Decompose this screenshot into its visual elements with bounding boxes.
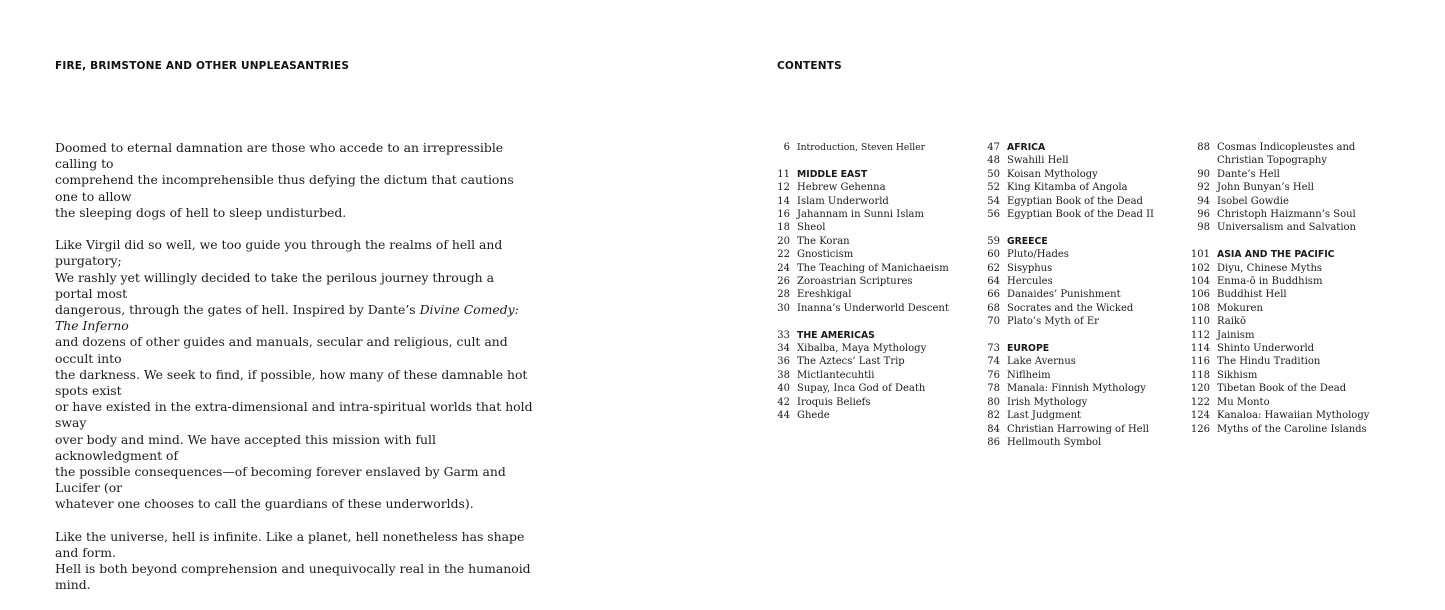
toc-entry-title: Buddhist Hell (1217, 289, 1287, 301)
toc-entry (769, 195, 969, 208)
toc-entry-title: Egyptian Book of the Dead II (1007, 209, 1155, 221)
toc-entry-title: The Koran (797, 235, 850, 247)
toc-entry-title: Ghede (797, 410, 830, 422)
toc-entry-title: Christian Harrowing of Hell (1007, 423, 1149, 435)
toc-column-1 (769, 141, 969, 423)
toc-entry-title: Xibalba, Maya Mythology (797, 343, 927, 355)
toc-entry (979, 315, 1179, 328)
toc-entry (979, 423, 1179, 436)
toc-page-number: 50 (987, 168, 1000, 180)
toc-entry-title: THE AMERICAS (797, 329, 875, 341)
toc-entry-title: Diyu, Chinese Myths (1217, 262, 1323, 274)
toc-page-number: 78 (987, 383, 1000, 395)
toc-entry-title: Jahannam in Sunni Islam (797, 209, 924, 221)
toc-entry (769, 221, 969, 234)
toc-page-number: 82 (987, 410, 1000, 422)
toc-entry-title: Hellmouth Symbol (1007, 436, 1102, 448)
toc-page-number: 126 (1190, 423, 1210, 435)
toc-page-number: 108 (1190, 302, 1210, 314)
toc-page-number: 38 (777, 369, 790, 381)
toc-page-number: 112 (1190, 329, 1210, 341)
toc-entry (769, 288, 969, 301)
toc-section-heading (979, 141, 1179, 154)
toc-entry (769, 355, 969, 368)
toc-entry (1189, 382, 1389, 395)
toc-page-number: 94 (1197, 195, 1210, 207)
toc-entry-title: Cosmas Indicopleustes and (1217, 142, 1356, 153)
toc-spacer (979, 329, 1179, 342)
toc-entry-title: Plato’s Myth of Er (1007, 316, 1099, 328)
toc-entry-title: Lake Avernus (1007, 356, 1076, 368)
toc-section-heading (979, 342, 1179, 355)
toc-entry (769, 235, 969, 248)
toc-page-number: 118 (1190, 369, 1210, 381)
toc-page-number: 86 (987, 436, 1000, 448)
toc-page-number: 59 (987, 235, 1000, 247)
toc-entry-title: Swahili Hell (1007, 155, 1069, 167)
toc-page-number: 26 (777, 276, 790, 288)
toc-entry (1189, 355, 1389, 368)
toc-entry (769, 396, 969, 409)
toc-entry (979, 168, 1179, 181)
toc-entry-title: Zoroastrian Scriptures (797, 276, 913, 288)
book-title-italic: Divine Comedy: The Inferno (55, 302, 519, 334)
paragraph-text: Like Virgil did so well, we too guide you through the realms of hell and purgatory; We rashly yet willingly decided to take the perilous journey through a portal most dangerous, through the gates of hell. Inspired by Dante’s (55, 237, 503, 318)
toc-entry-title: Egyptian Book of the Dead (1007, 195, 1143, 207)
toc-page-number: 54 (987, 195, 1000, 207)
toc-page-number: 24 (777, 262, 790, 274)
toc-page-number: 47 (987, 142, 1000, 153)
toc-entry (979, 262, 1179, 275)
toc-entry (979, 302, 1179, 315)
toc-entry (1189, 288, 1389, 301)
toc-entry-title: Gnosticism (797, 249, 854, 261)
essay-paragraph-1: Doomed to eternal damnation are those who accede to an irrepressible calling to comprehend the incomprehensible thus defying the dictum that cautions one to allow the sleeping dogs of hell to sleep undisturbed. (55, 140, 514, 220)
toc-entry-title: King Kitamba of Angola (1007, 182, 1128, 194)
toc-section-heading (769, 168, 969, 181)
toc-entry (769, 141, 969, 154)
essay-text (55, 140, 535, 610)
toc-spacer (979, 221, 1179, 234)
toc-entry-title: EUROPE (1007, 343, 1050, 355)
toc-entry-title: Raikō (1217, 316, 1246, 328)
toc-entry-title: John Bunyan’s Hell (1217, 182, 1314, 194)
toc-entry-title: Christian Topography (1217, 155, 1327, 167)
toc-entry-title: Inanna’s Underworld Descent (797, 302, 949, 314)
toc-page-number: 116 (1190, 356, 1210, 368)
toc-page-number: 28 (777, 289, 790, 301)
toc-page-number: 30 (777, 302, 790, 314)
toc-entry (979, 369, 1179, 382)
toc-spacer (769, 154, 969, 167)
toc-entry-title: AFRICA (1007, 142, 1046, 153)
toc-spacer (769, 315, 969, 328)
toc-page-number: 60 (987, 249, 1000, 261)
toc-page-number: 34 (777, 343, 790, 355)
toc-entry-title: Islam Underworld (797, 195, 889, 207)
toc-entry-title: Mictlantecuhtli (797, 369, 875, 381)
toc-entry-title: The Aztecs’ Last Trip (797, 356, 905, 368)
toc-entry-title: Socrates and the Wicked (1007, 302, 1134, 314)
toc-page-number: 68 (987, 302, 1000, 314)
toc-page-number: 96 (1197, 209, 1210, 221)
toc-page-number: 62 (987, 262, 1000, 274)
toc-page-number: 124 (1190, 410, 1210, 422)
toc-entry (1189, 168, 1389, 181)
toc-entry-title: Sikhism (1217, 369, 1258, 381)
toc-entry (979, 355, 1179, 368)
toc-section-heading (1189, 248, 1389, 261)
toc-page-number: 33 (777, 329, 790, 341)
toc-entry (769, 342, 969, 355)
toc-entry (1189, 315, 1389, 328)
right-page (722, 0, 1445, 506)
toc-entry-title: Pluto/Hades (1007, 249, 1069, 261)
toc-entry (769, 208, 969, 221)
toc-entry-title: Danaides’ Punishment (1007, 289, 1121, 301)
toc-page-number: 106 (1190, 289, 1210, 301)
toc-entry (769, 248, 969, 261)
toc-page-number: 56 (987, 209, 1000, 221)
toc-page-number: 102 (1190, 262, 1210, 274)
toc-entry-title: Jainism (1217, 329, 1255, 341)
toc-entry (979, 436, 1179, 449)
toc-entry (979, 275, 1179, 288)
toc-column-3 (1189, 141, 1389, 436)
toc-entry (979, 396, 1179, 409)
toc-page-number: 92 (1197, 182, 1210, 194)
toc-page-number: 64 (987, 276, 1000, 288)
toc-page-number: 40 (777, 383, 790, 395)
toc-entry (979, 208, 1179, 221)
toc-entry-title: Koisan Mythology (1007, 168, 1098, 180)
toc-page-number: 36 (777, 356, 790, 368)
essay-paragraph-3: Like the universe, hell is infinite. Like a planet, hell nonetheless has shape and form. Hell is both beyond comprehension and unequivocally real in the humanoid mind. (55, 528, 531, 593)
toc-entry-title: Manala: Finnish Mythology (1007, 383, 1146, 395)
toc-entry (1189, 275, 1389, 288)
toc-entry (979, 288, 1179, 301)
toc-entry (769, 382, 969, 395)
toc-entry (769, 302, 969, 315)
toc-entry (979, 382, 1179, 395)
toc-entry-title: MIDDLE EAST (797, 168, 868, 180)
toc-entry (1189, 221, 1389, 234)
toc-page-number: 101 (1190, 249, 1210, 261)
paragraph-text: and dozens of other guides and manuals, secular and religious, cult and occult into the darkness. We seek to find, if possible, how many of these damnable hot spots exist or have existed in the extra-dimensional and intra-spiritual worlds that hold sway over body and mind. We have accepted this mission with full acknowledgment of the possible consequences—of becoming forever enslaved by Garm and Lucifer (or whatever one chooses to call the guardians of these underworlds). (55, 334, 533, 512)
toc-entry (1189, 141, 1389, 154)
toc-entry-title: Last Judgment (1007, 410, 1082, 422)
toc-section-heading (979, 235, 1179, 248)
toc-page-number: 98 (1197, 222, 1210, 234)
toc-page-number: 90 (1197, 168, 1210, 180)
toc-entry (1189, 423, 1389, 436)
toc-entry-title: Irish Mythology (1007, 396, 1088, 408)
toc-entry (1189, 181, 1389, 194)
toc-page-number: 44 (777, 410, 790, 422)
left-page (0, 0, 722, 593)
toc-entry-title: Shinto Underworld (1217, 343, 1315, 355)
toc-entry-title: Supay, Inca God of Death (797, 383, 926, 395)
toc-page-number: 104 (1190, 276, 1210, 288)
toc-page-number: 16 (777, 209, 790, 221)
toc-page-number: 120 (1190, 383, 1210, 395)
toc-entry-title: Introduction, Steven Heller (797, 142, 926, 153)
toc-entry-title: Myths of the Caroline Islands (1217, 423, 1367, 435)
toc-entry-title: ASIA AND THE PACIFIC (1217, 249, 1335, 261)
toc-entry (979, 195, 1179, 208)
toc-page-number: 73 (987, 343, 1000, 355)
toc-entry (1189, 342, 1389, 355)
toc-page-number: 22 (777, 249, 790, 261)
toc-entry-title: Dante’s Hell (1217, 168, 1280, 180)
toc-entry (979, 409, 1179, 422)
toc-section-heading (769, 329, 969, 342)
toc-entry-title: Niflheim (1007, 369, 1051, 381)
toc-entry (979, 154, 1179, 167)
toc-entry-title: Isobel Gowdie (1217, 195, 1289, 207)
toc-page-number: 12 (777, 182, 790, 194)
toc-page-number: 11 (777, 168, 790, 180)
toc-page-number: 42 (777, 396, 790, 408)
toc-entry-title: The Hindu Tradition (1217, 356, 1321, 368)
toc-entry (1189, 409, 1389, 422)
toc-entry (769, 409, 969, 422)
running-head-left: FIRE, BRIMSTONE AND OTHER UNPLEASANTRIES (55, 60, 350, 72)
toc-entry (979, 181, 1179, 194)
toc-column-2 (979, 141, 1179, 449)
toc-entry (1189, 208, 1389, 221)
toc-entry (769, 369, 969, 382)
toc-page-number: 52 (987, 182, 1000, 194)
toc-entry-title: Hercules (1007, 276, 1053, 288)
toc-entry-title: Hebrew Gehenna (797, 182, 886, 194)
toc-page-number: 66 (987, 289, 1000, 301)
toc-entry-title: Enma-ō in Buddhism (1217, 276, 1323, 288)
toc-entry (1189, 302, 1389, 315)
toc-entry-title: Ereshkigal (797, 289, 852, 301)
toc-entry-title: Mokuren (1217, 302, 1263, 314)
toc-entry (769, 275, 969, 288)
toc-entry-title: Universalism and Salvation (1217, 222, 1356, 234)
toc-entry-title: Iroquis Beliefs (797, 396, 871, 408)
essay-paragraph-2 (55, 237, 535, 512)
toc-entry-title: Kanaloa: Hawaiian Mythology (1217, 410, 1370, 422)
toc-page-number: 88 (1197, 142, 1210, 153)
toc-entry (1189, 262, 1389, 275)
toc-entry (1189, 369, 1389, 382)
toc-page-number: 76 (987, 369, 1000, 381)
toc-page-number: 18 (777, 222, 790, 234)
toc-page-number: 70 (987, 316, 1000, 328)
toc-entry-title: Sisyphus (1007, 262, 1053, 274)
toc-entry (769, 181, 969, 194)
toc-page-number: 6 (783, 142, 790, 153)
toc-page-number: 122 (1190, 396, 1210, 408)
toc-entry-title: Sheol (797, 222, 826, 234)
toc-spacer (1189, 235, 1389, 248)
toc-entry-title: GREECE (1007, 235, 1048, 247)
toc-page-number: 74 (987, 356, 1000, 368)
toc-page-number: 114 (1190, 343, 1210, 355)
toc-entry (1189, 329, 1389, 342)
toc-page-number: 80 (987, 396, 1000, 408)
toc-entry (1189, 154, 1389, 167)
toc-entry-title: Tibetan Book of the Dead (1217, 383, 1347, 395)
toc-entry (1189, 195, 1389, 208)
toc-page-number: 48 (987, 155, 1000, 167)
toc-entry-title: Christoph Haizmann’s Soul (1217, 209, 1356, 221)
toc-entry (979, 248, 1179, 261)
toc-entry (1189, 396, 1389, 409)
toc-page-number: 84 (987, 423, 1000, 435)
toc-entry-title: The Teaching of Manichaeism (797, 262, 949, 274)
toc-entry-title: Mu Monto (1217, 396, 1270, 408)
toc-page-number: 110 (1190, 316, 1210, 328)
running-head-right: CONTENTS (777, 60, 842, 72)
toc-page-number: 14 (777, 195, 790, 207)
toc-page-number: 20 (777, 235, 790, 247)
toc-entry (769, 262, 969, 275)
